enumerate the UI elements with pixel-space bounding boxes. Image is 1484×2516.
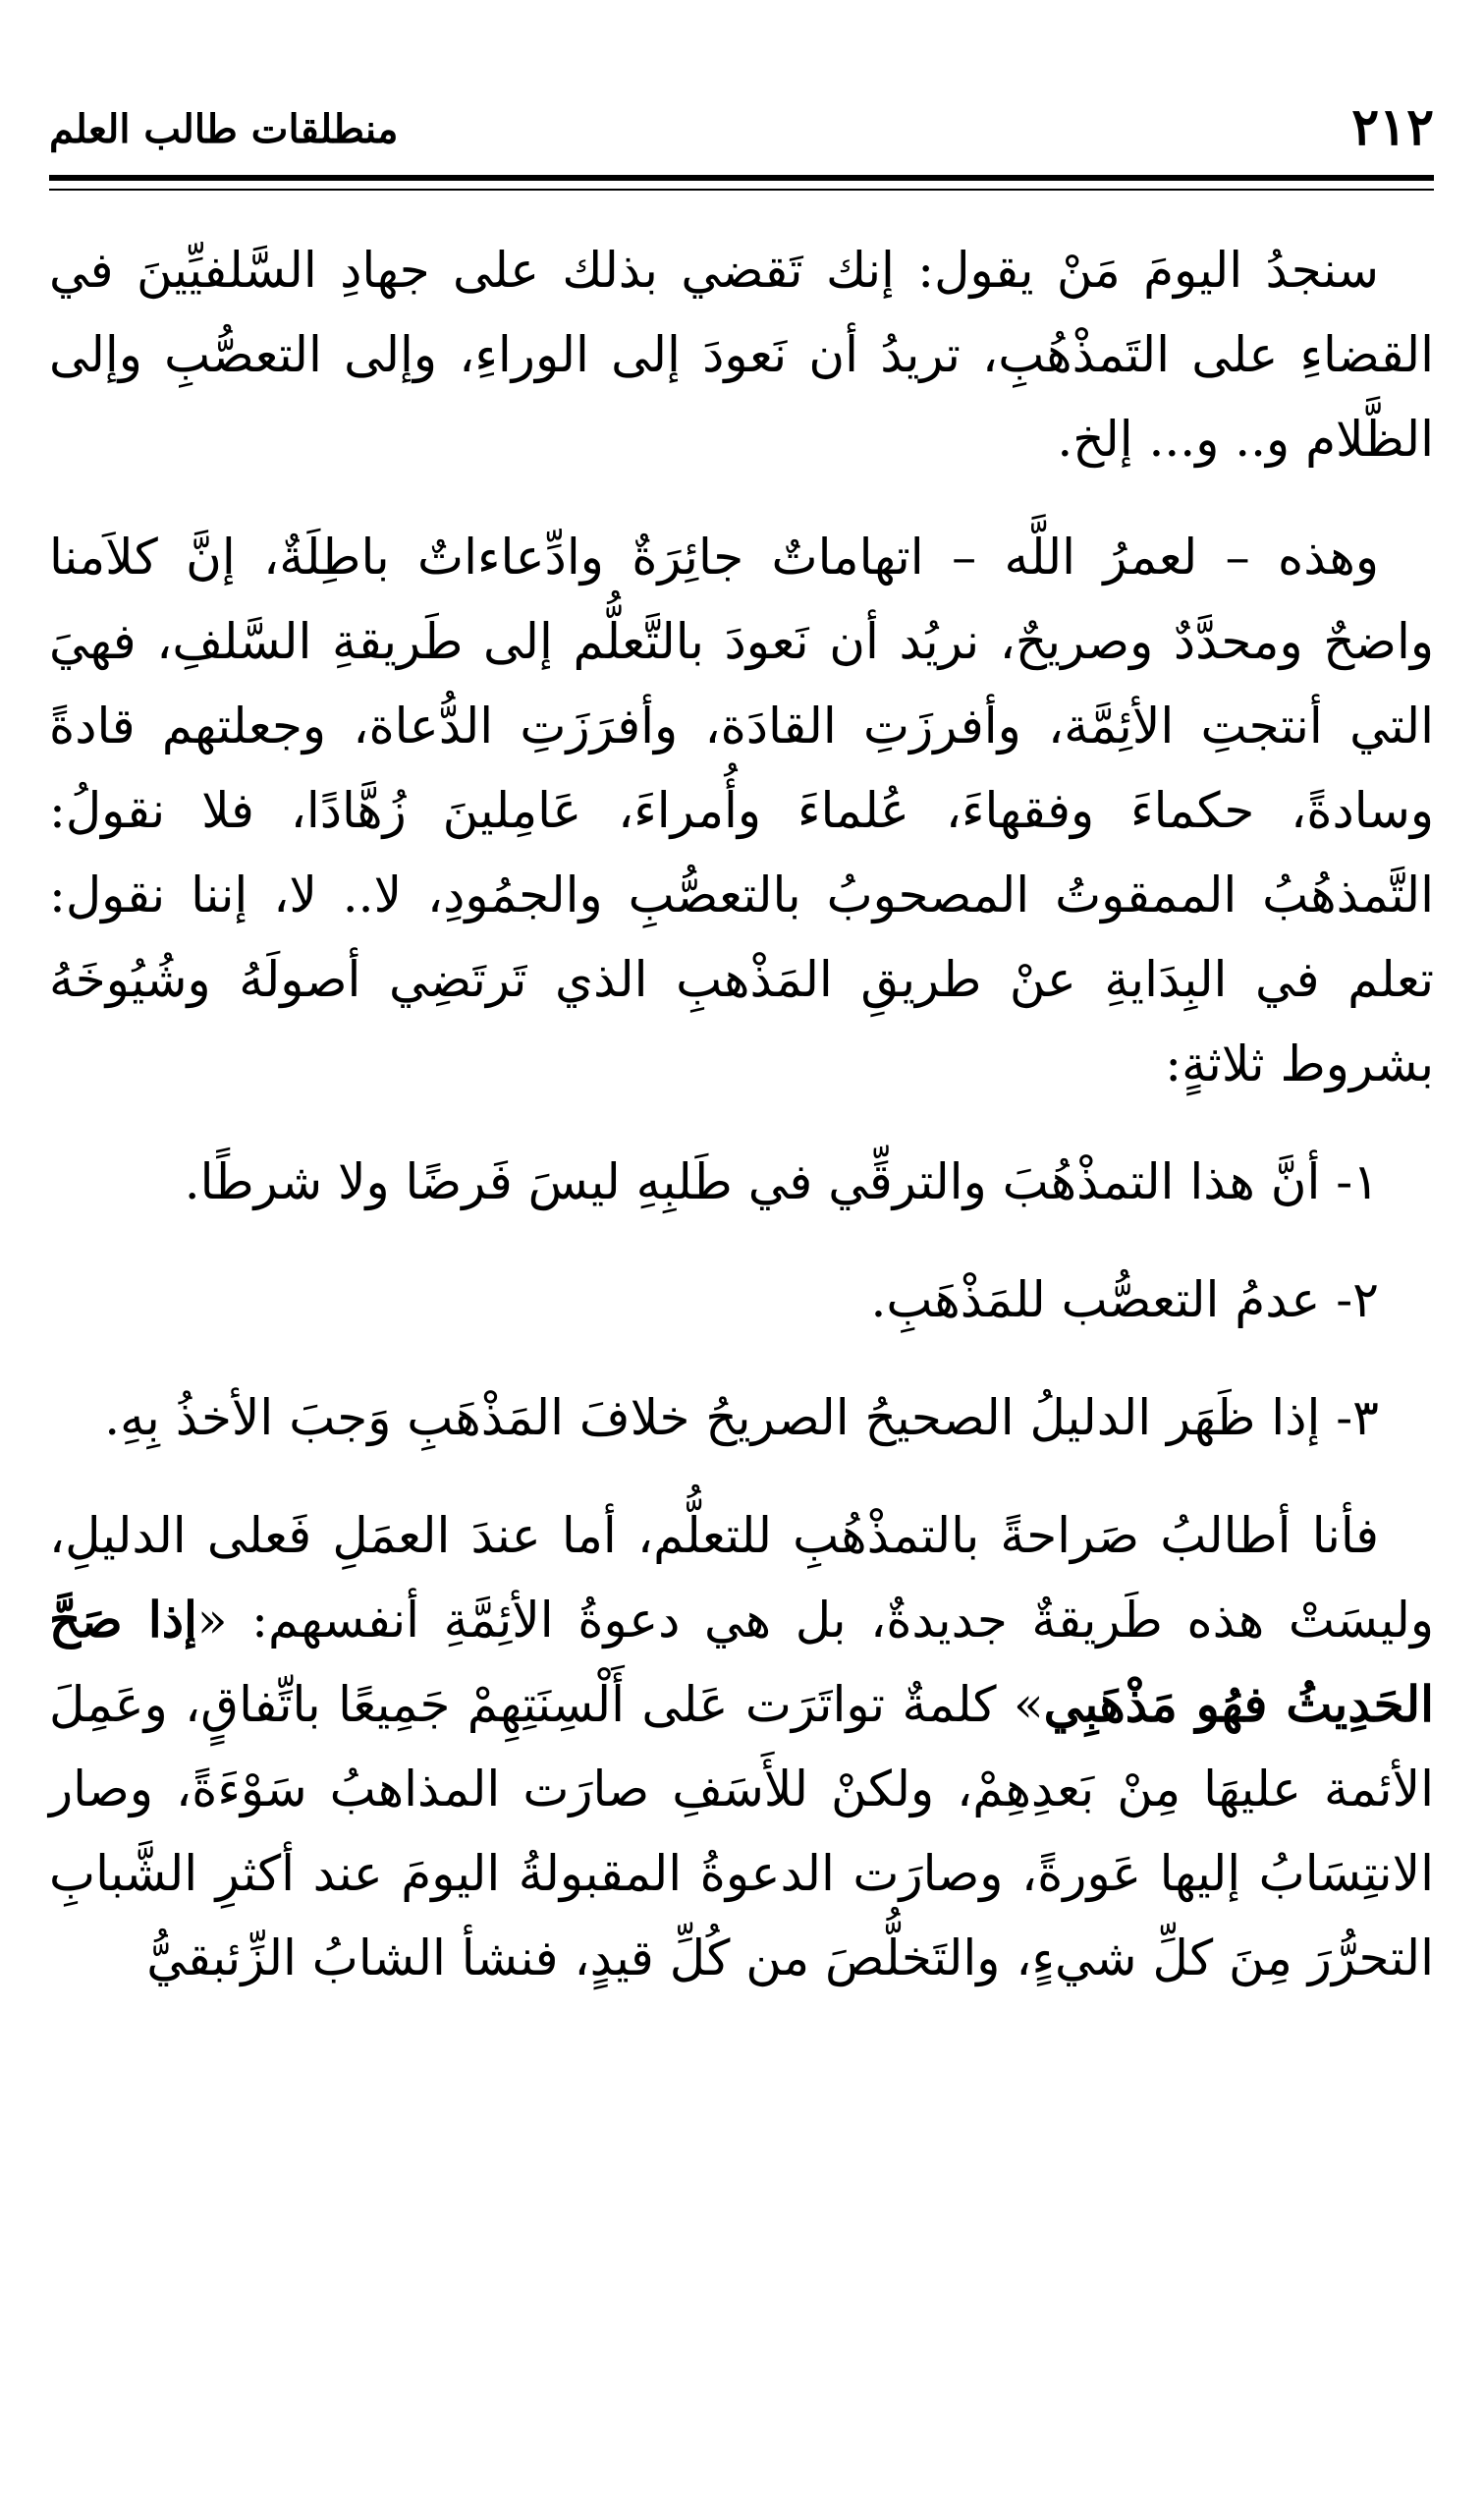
bold-quote: إذا صَحَّ الحَدِيثُ فهُو مَذْهَبِي [49,1591,1434,1733]
paragraph-1: سنجدُ اليومَ مَنْ يقول: إنك تَقضي بذلك على جهادِ السَّلفيِّينَ في القضاءِ على التَمذْهُبِ، تريدُ أن نَعودَ إلى الوراءِ، وإلى التعصُّبِ وإلى الظَّلام و.. و... إلخ. [49,242,1434,468]
paragraph-2: وهذه – لعمرُ اللَّه – اتهاماتٌ جائِرَةٌ وادِّعاءاتٌ باطِلَةٌ، إنَّ كلاَمنا واضحٌ ومحدَّدٌ وصريحٌ، نريُد أن نَعودَ بالتَّعلُّم إلى طَريقةِ السَّلفِ، فهيَ التي أنتجتِ الأئِمَّة، وأفرزَتِ القادَة، وأفرَزَتِ الدُّعاة، وجعلتهم قادةً وسادةً، حكماءَ وفقهاءَ، عُلماءَ وأُمراءَ، عَامِلينَ زُهَّادًا، فلا نقولُ: التَّمذهُبُ الممقوتُ المصحوبُ بالتعصُّبِ والجمُودِ، لا.. لا، إننا نقول: تعلم في البِدَايةِ عنْ طريقِ المَذْهبِ الذي تَرتَضِي أصولَهُ وشُيُوخَهُ بشروط ثلاثةٍ: [49,529,1434,1092]
running-title: منطلقات طالب العلم [49,106,399,152]
condition-item-2: ٢- عدمُ التعصُّب للمَذْهَبِ. [870,1271,1379,1328]
paragraph-3 [49,1493,1434,2000]
body-text [49,228,1434,2034]
page-number: ٢١٢ [1351,97,1434,157]
paragraph-3-part-2: » كلمةٌ تواتَرَت عَلى أَلْسِنَتِهِمْ جَمِيعًا باتِّفاقٍ، وعَمِلَ الأئمة عليهَا مِنْ بَعدِهِمْ، ولكنْ للأَسَفِ صارَت المذاهبُ سَوْءَةً، وصار الانتِسَابُ إليها عَورةً، وصارَت الدعوةُ المقبولةُ اليومَ عند أكثرِ الشَّبابِ التحرُّرَ مِنَ كلِّ شيءٍ، والتَخلُّصَ من كُلِّ قيدٍ، فنشأ الشابُ الزِّئبقيُّ [49,1676,1434,1986]
header-rule-thin [49,189,1434,191]
condition-item-3: ٣- إذا ظَهَر الدليلُ الصحيحُ الصريحُ خلافَ المَذْهَبِ وَجبَ الأخذُ بِهِ. [104,1389,1379,1446]
page-header [49,98,1434,157]
condition-item-1: ١- أنَّ هذا التمذْهُبَ والترقِّي في طَلبِهِ ليسَ فَرضًا ولا شرطًا. [184,1153,1379,1210]
paragraph-3-part-1: فأنا أطالبُ صَراحةً بالتمذْهُبِ للتعلُّم، أما عندَ العمَلِ فَعلى الدليلِ، وليسَتْ هذه طَريقةٌ جديدةٌ، بل هي دعوةُ الأئِمَّةِ أنفسهم: « [49,1507,1434,1649]
header-rule-thick [49,175,1434,181]
